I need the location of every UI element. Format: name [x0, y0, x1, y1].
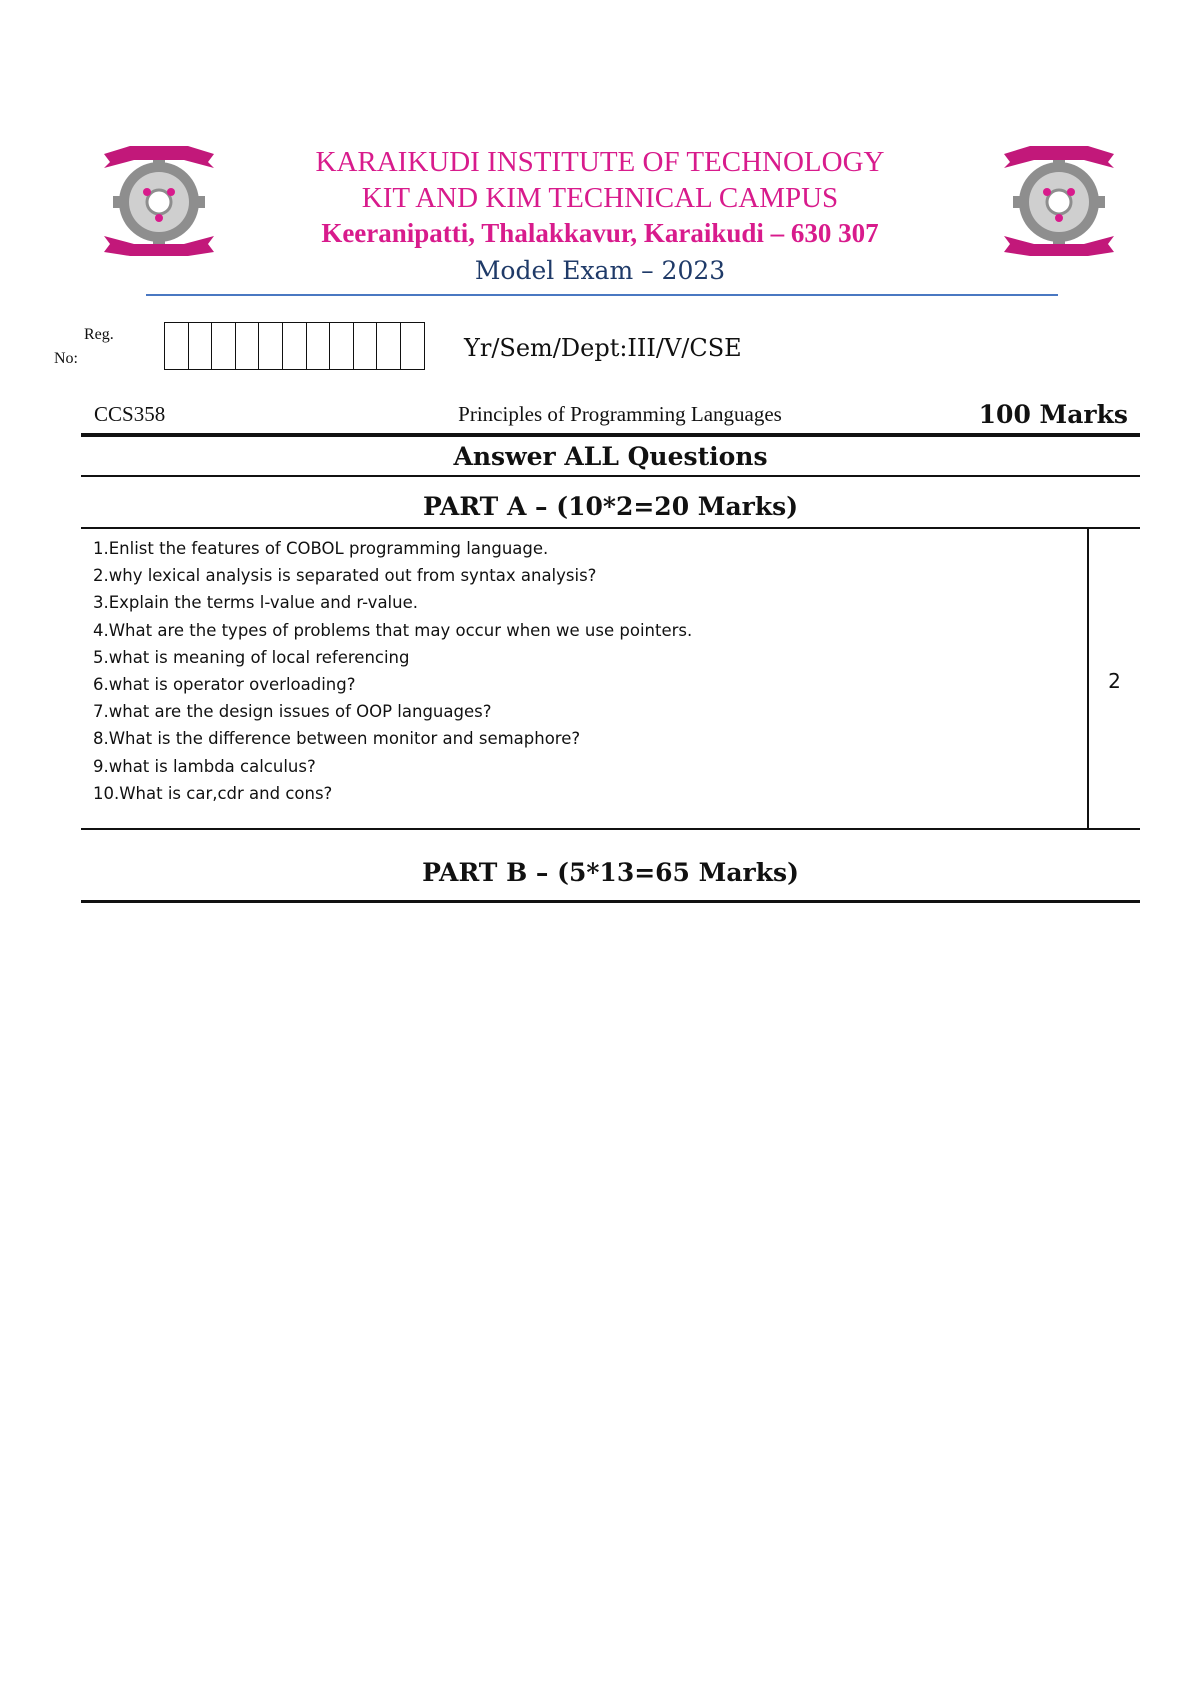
header-divider	[146, 294, 1058, 296]
course-name: Principles of Programming Languages	[458, 402, 782, 426]
year-sem-dept: Yr/Sem/Dept:III/V/CSE	[464, 334, 742, 362]
question-item: 6.what is operator overloading?	[93, 675, 356, 695]
reg-digit-box[interactable]	[236, 323, 260, 369]
question-item: 10.What is car,cdr and cons?	[93, 783, 333, 803]
exam-title: Model Exam – 2023	[474, 256, 726, 285]
part-a-marks: 2	[1108, 669, 1121, 693]
reg-digit-box[interactable]	[212, 323, 236, 369]
gear-emblem-icon	[1013, 156, 1105, 248]
part-b-title: PART B – (5*13=65 Marks)	[422, 858, 799, 887]
question-list	[93, 535, 1093, 807]
reg-label-line2: No:	[54, 350, 78, 367]
course-divider	[81, 433, 1140, 437]
reg-digit-box[interactable]	[330, 323, 354, 369]
question-item: 7.what are the design issues of OOP languages?	[93, 702, 492, 722]
part-b-divider	[81, 900, 1140, 903]
reg-digit-box[interactable]	[401, 323, 424, 369]
reg-digit-box[interactable]	[307, 323, 331, 369]
part-a-title: PART A – (10*2=20 Marks)	[422, 492, 799, 521]
instructions-divider	[81, 475, 1140, 477]
course-code: CCS358	[94, 402, 166, 426]
question-item: 4.What are the types of problems that may occur when we use pointers.	[93, 620, 693, 640]
gear-emblem-icon	[113, 156, 205, 248]
reg-number-boxes[interactable]	[164, 322, 425, 370]
campus-name: KIT AND KIM TECHNICAL CAMPUS	[361, 182, 839, 214]
reg-digit-box[interactable]	[259, 323, 283, 369]
part-a-table	[81, 527, 1140, 830]
question-item: 5.what is meaning of local referencing	[93, 647, 410, 667]
reg-digit-box[interactable]	[377, 323, 401, 369]
question-item: 2.why lexical analysis is separated out from syntax analysis?	[93, 566, 597, 586]
question-item: 8.What is the difference between monitor and semaphore?	[93, 729, 581, 749]
question-item: 9.what is lambda calculus?	[93, 756, 316, 776]
instructions: Answer ALL Questions	[453, 442, 768, 471]
college-logo-right	[1000, 140, 1118, 260]
question-item: 3.Explain the terms l-value and r-value.	[93, 593, 418, 613]
institution-name: KARAIKUDI INSTITUTE OF TECHNOLOGY	[315, 146, 885, 178]
reg-digit-box[interactable]	[354, 323, 378, 369]
reg-label-line1: Reg.	[84, 326, 114, 343]
reg-digit-box[interactable]	[283, 323, 307, 369]
reg-digit-box[interactable]	[189, 323, 213, 369]
address: Keeranipatti, Thalakkavur, Karaikudi – 630 307	[321, 218, 879, 248]
total-marks: 100 Marks	[978, 400, 1128, 429]
reg-digit-box[interactable]	[165, 323, 189, 369]
question-item: 1.Enlist the features of COBOL programming language.	[93, 539, 549, 558]
